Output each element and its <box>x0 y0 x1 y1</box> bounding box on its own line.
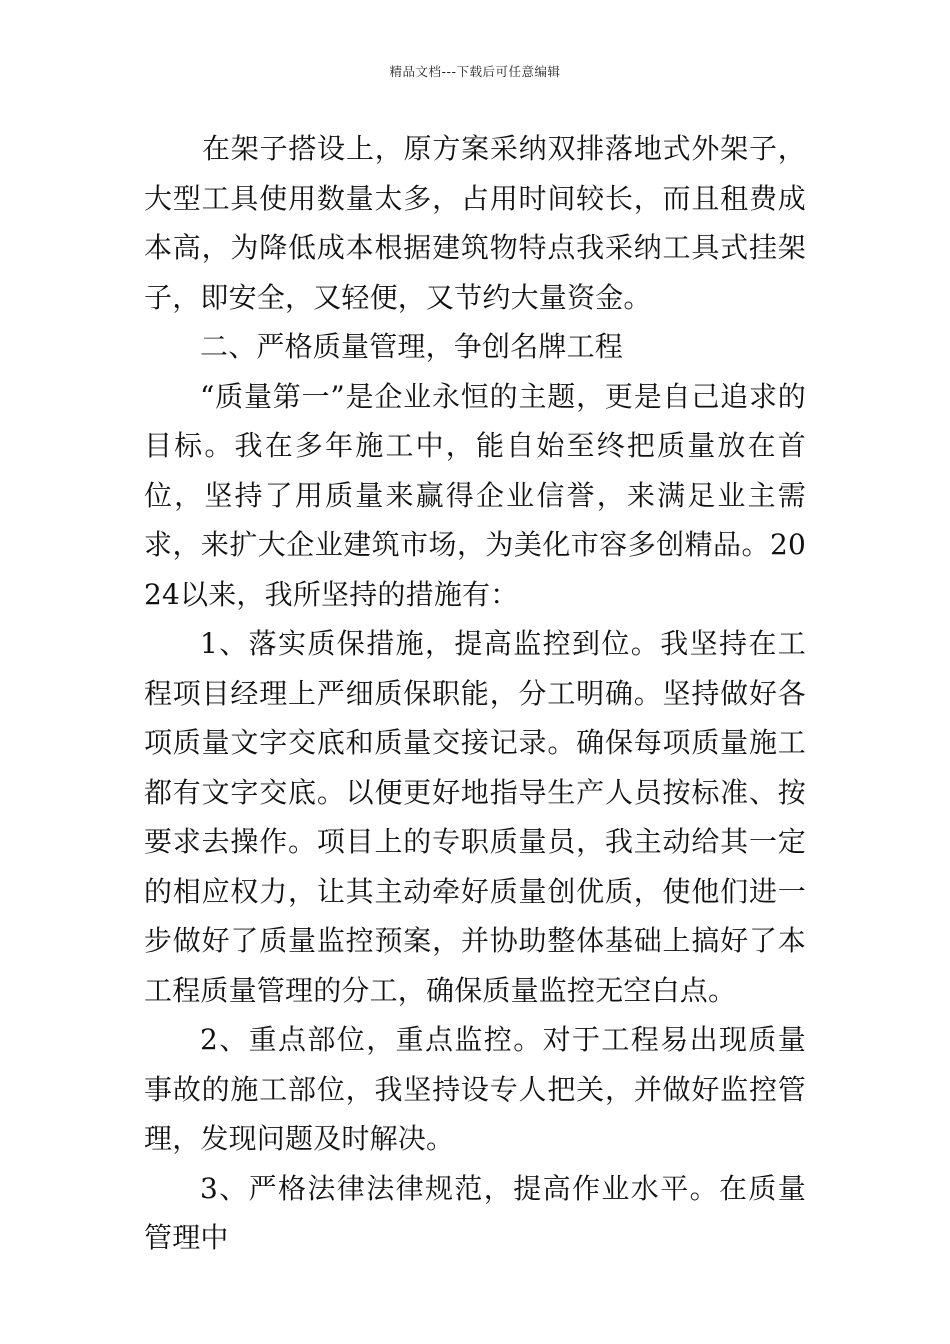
paragraph-scaffolding: 在架子搭设上，原方案采纳双排落地式外架子，大型工具使用数量太多，占用时间较长，而且租费成本高，为降低成本根据建筑物特点我采纳工具式挂架子，即安全，又轻便，又节约大量资金。 <box>144 132 806 314</box>
paragraph-measure-1: 1、落实质保措施，提高监控到位。我坚持在工程项目经理上严细质保职能，分工明确。坚持做好各项质量文字交底和质量交接记录。确保每项质量施工都有文字交底。以便更好地指导生产人员按标准、按要求去操作。项目上的专职质量员，我主动给其一定的相应权力，让其主动牵好质量创优质，使他们进一步做好了质量监控预案，并协助整体基础上搞好了本工程质量管理的分工，确保质量监控无空白点。 <box>144 627 806 1007</box>
paragraph-quality-first: “质量第一”是企业永恒的主题，更是自己追求的目标。我在多年施工中，能自始至终把质量放在首位，坚持了用质量来赢得企业信誉，来满足业主需求，来扩大企业建筑市场，为美化市容多创精品。2024以来，我所坚持的措施有： <box>144 379 806 611</box>
page-header: 精品文档---下载后可任意编辑 <box>389 64 561 79</box>
document-body <box>144 124 806 1263</box>
paragraph-measure-3: 3、严格法律法律规范，提高作业水平。在质量管理中 <box>144 1171 806 1254</box>
section-heading-quality: 二、严格质量管理，争创名牌工程 <box>200 330 624 363</box>
paragraph-measure-2: 2、重点部位，重点监控。对于工程易出现质量事故的施工部位，我坚持设专人把关，并做好监控管理，发现问题及时解决。 <box>144 1023 806 1155</box>
